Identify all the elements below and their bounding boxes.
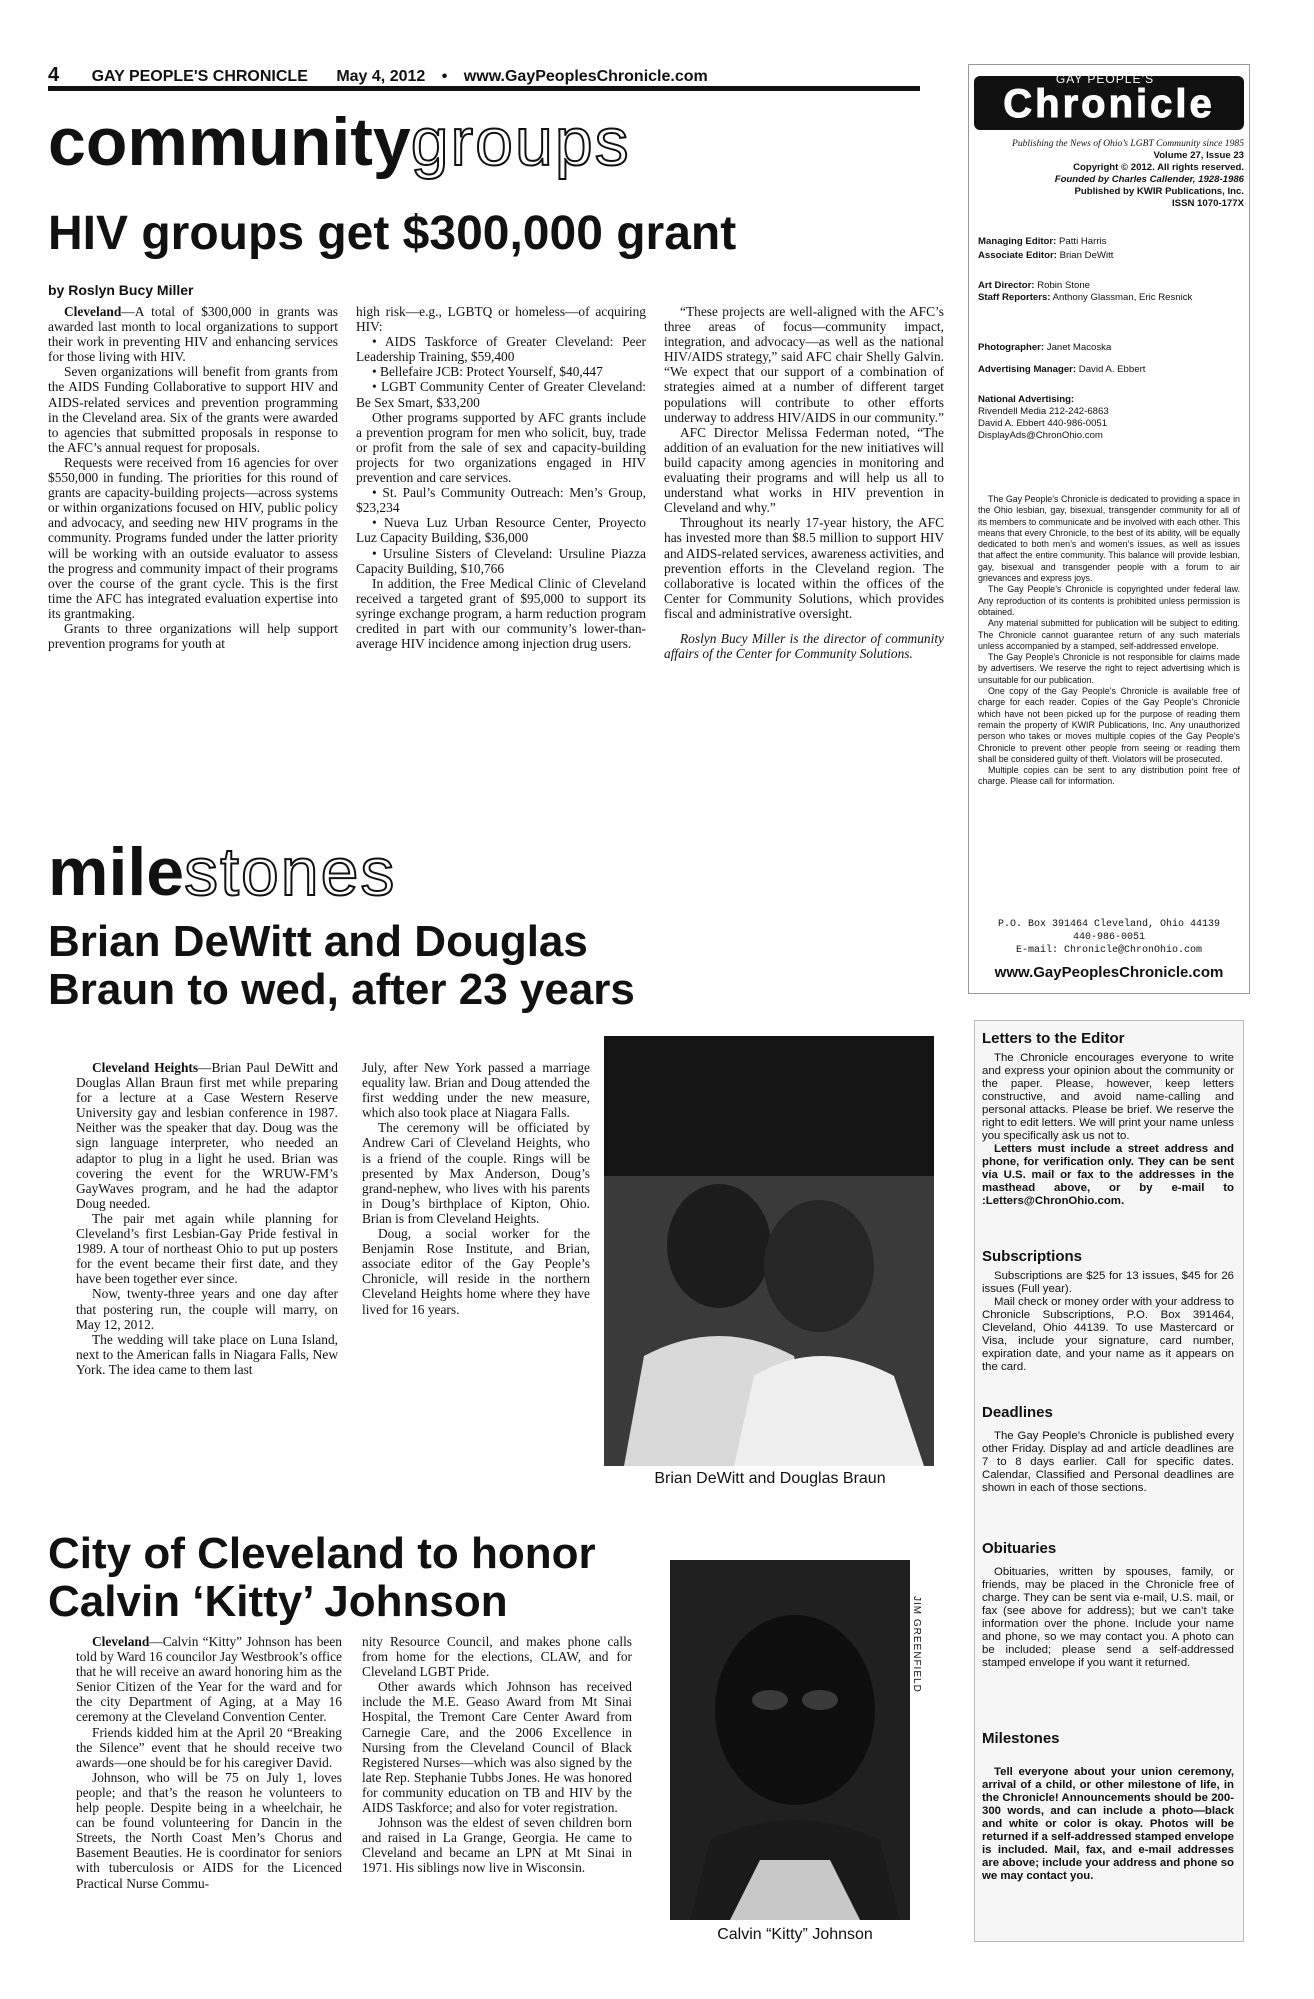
grant-item: • LGBT Community Center of Greater Cleveland: Be Sex Smart, $33,200	[356, 379, 646, 410]
paragraph: —A total of $300,000 in grants was awarded last month to local organizations to support their work in preventing HIV and enhancing services for those living with HIV.	[48, 304, 338, 365]
paragraph: Throughout its nearly 17-year history, the AFC has invested more than $8.5 million to support HIV and AIDS-related services, awareness activities, and prevention efforts in the Cleveland region. The collaborative is located within the offices of the Center for Community Solutions, which provides fiscal and administrative oversight.	[664, 515, 944, 621]
phone-number: 440-986-0051	[1072, 932, 1145, 943]
postal-address: P.O. Box 391464 Cleveland, Ohio 44139	[997, 919, 1221, 930]
dateline: Cleveland	[92, 1634, 150, 1649]
milestones-info-title: Milestones	[982, 1730, 1060, 1747]
masthead-policy	[978, 494, 1240, 788]
section-title-bold: community	[48, 104, 411, 180]
info-paragraph: Tell everyone about your union ceremony, arrival of a child, or other milestone of life, in the Chronicle! Announcements should be 200-300 words, and can include a photo—black and white or color is okay. Photos will be returned if a self-addressed stamped envelope is included. Mail, fax, and e-mail addresses are above; include your address and phone so we may contact you.	[982, 1766, 1234, 1882]
national-ads-line: David A. Ebbert 440-986-0051	[978, 418, 1108, 429]
page-folio	[48, 64, 908, 86]
staff-role: Staff Reporters:	[978, 292, 1051, 303]
info-paragraph: Obituaries, written by spouses, family, or friends, may be placed in the Chronicle free of charge. They can be sent via e-mail, U.S. mail, or fax (see above for address); but we can’t take information over the phone. Include your name and phone, so we may contact you. A photo can be included; please send a self-addressed stamped envelope if you want it returned.	[982, 1566, 1234, 1669]
paragraph: high risk—e.g., LGBTQ or homeless—of acquiring HIV:	[356, 304, 646, 335]
policy-paragraph: Multiple copies can be sent to any distribution point free of charge. Please call for information.	[978, 765, 1240, 787]
staff-role: Managing Editor:	[978, 236, 1057, 247]
paragraph: Seven organizations will benefit from grants from the AIDS Funding Collaborative to support HIV and AIDS-related services and prevention programming in the Cleveland area. Six of the grants were awarded to agencies that submitted proposals in response to the AFC’s annual request for proposals.	[48, 364, 338, 455]
section-title-community-groups	[48, 104, 631, 180]
policy-paragraph: The Gay People’s Chronicle is not responsible for claims made by advertisers. We reserve the right to reject advertising which is unsuitable for our publication.	[978, 652, 1240, 685]
grant-item: • Ursuline Sisters of Cleveland: Ursuline Piazza Capacity Building, $10,766	[356, 545, 646, 576]
paragraph: Grants to three organizations will help support prevention programs for youth at	[48, 620, 338, 652]
headline-calvin: City of Cleveland to honor Calvin ‘Kitty’ Johnson	[48, 1529, 596, 1626]
policy-paragraph: The Gay People’s Chronicle is dedicated to providing a space in the Ohio lesbian, gay, bisexual, transgender community for all of its members to communicate and be involved with each other. This means that every Chronicle, to the best of its ability, will be equally dedicated to both men’s and women’s issues, as well as issues that affect the entire community. This balance will provide lesbian, gay, bisexual and transgender people with a forum to air grievances and express joys.	[978, 494, 1240, 584]
paragraph: Now, twenty-three years and one day after that postering run, the couple will marry, on May 12, 2012.	[76, 1286, 338, 1332]
staff-name: Anthony Glassman, Eric Resnick	[1052, 292, 1193, 303]
deadlines-text	[982, 1430, 1234, 1495]
staff-name: David A. Ebbert	[1078, 364, 1146, 375]
policy-paragraph: Any material submitted for publication will be subject to editing. The Chronicle cannot guarantee return of any such materials unless accompanied by a stamped, self-addressed envelope.	[978, 618, 1240, 651]
calvin-photo-caption: Calvin “Kitty” Johnson	[717, 1926, 873, 1943]
page-number: 4	[48, 64, 60, 86]
masthead-publication-info	[974, 138, 1244, 210]
website-url: www.GayPeoplesChronicle.com	[463, 68, 708, 85]
couple-photo	[604, 1036, 934, 1466]
paragraph: Friends kidded him at the April 20 “Breaking the Silence” event that he should receive two awards—one should be for his caregiver David.	[76, 1724, 342, 1770]
paragraph: Requests were received from 16 agencies for over $550,000 in funding. The priorities for this round of grants are capacity-building projects—across systems or within organizations focused on HIV, public policy and advocacy, and seeding new HIV programs in the community. Programs funded under the latter priority will be working with an outside evaluator to assess the progress and community impact of their programs over the course of the grant cycle. This is the first time the AFC has integrated evaluation expertise into its grantmaking.	[48, 454, 338, 621]
copyright: Copyright © 2012. All rights reserved.	[1073, 162, 1244, 173]
calvin-photo-image	[670, 1560, 910, 1920]
email-label: E-mail:	[1015, 945, 1058, 956]
calvin-column-2	[362, 1634, 632, 1934]
tagline: Publishing the News of Ohio’s LGBT Community since 1985	[1011, 138, 1244, 149]
national-ads-line: DisplayAds@ChronOhio.com	[978, 430, 1103, 441]
paragraph: Doug, a social worker for the Benjamin Rose Institute, and Brian, associate editor of the Gay People’s Chronicle, will reside in the northern Cleveland Heights home where they have lived for 16 years.	[362, 1226, 590, 1317]
national-ads-line: Rivendell Media 212-242-6863	[978, 406, 1109, 417]
staff-name: Patti Harris	[1059, 236, 1107, 247]
headline-wedding: Brian DeWitt and Douglas Braun to wed, after 23 years	[48, 917, 635, 1014]
grant-item: • AIDS Taskforce of Greater Cleveland: Peer Leadership Training, $59,400	[356, 334, 646, 365]
info-paragraph: The Gay People’s Chronicle is published every other Friday. Display ad and article deadlines are 7 to 8 days earlier. Call for specific dates. Calendar, Classified and Personal deadlines are shown in each of those sections.	[982, 1430, 1234, 1494]
founded: Founded by Charles Callender, 1928-1986	[1054, 174, 1244, 185]
couple-photo-caption: Brian DeWitt and Douglas Braun	[654, 1470, 886, 1487]
grant-item: • St. Paul’s Community Outreach: Men’s Group, $23,234	[356, 485, 646, 516]
email-address: Chronicle@ChronOhio.com	[1064, 945, 1203, 956]
issue-date: May 4, 2012	[336, 68, 426, 85]
staff-role: Advertising Manager:	[978, 364, 1077, 375]
grant-item: • Bellefaire JCB: Protect Yourself, $40,447	[372, 364, 603, 380]
wedding-column-2	[362, 1060, 590, 1420]
paragraph: The wedding will take place on Luna Island, next to the American falls in Niagara Falls, New York. The idea came to them last	[76, 1331, 338, 1377]
photo-credit: JIM GREENFIELD	[911, 1596, 922, 1693]
staff-list	[978, 236, 1240, 442]
deadlines-title: Deadlines	[982, 1404, 1053, 1421]
policy-paragraph: One copy of the Gay People’s Chronicle is available free of charge for each reader. Copies of the Gay People’s Chronicle which have not been picked up for the purpose of reading them remain the property of KWIR Publications, Inc. Any unauthorized person who takes or moves multiple copies of the Gay People’s Chronicle to prevent other people from seeing or reading them shall be considered guilty of theft. Violators will be prosecuted.	[978, 686, 1240, 764]
bullet-separator: •	[441, 68, 448, 85]
section-title-outline: stones	[184, 834, 397, 910]
paragraph: —Calvin “Kitty” Johnson has been told by Ward 16 councilor Jay Westbrook’s office that he will receive an award honoring him as the Senior Citizen of the Year for the ward and for the city Department of Aging, at a May 16 ceremony at the Cleveland Convention Center.	[76, 1634, 342, 1725]
paragraph: Johnson, who will be 75 on July 1, loves people; and that’s the reason he volunteers to help people. Despite being in a wheelchair, he can be found volunteering for Dancin in the Streets, the North Coast Men’s Chorus and Basement Beauties. He is coordinator for seniors with tuberculosis or AIDS for the Licenced Practical Nurse Commu-	[76, 1769, 342, 1891]
info-paragraph: Subscriptions are $25 for 13 issues, $45 for 26 issues (Full year).	[982, 1270, 1234, 1295]
info-paragraph: Letters must include a street address and phone, for verification only. They can be sent via U.S. mail or fax to the addresses in the masthead above, or by e-mail to :Letters@ChronOhio.com.	[982, 1143, 1234, 1207]
obituaries-text	[982, 1566, 1234, 1670]
staff-role: Photographer:	[978, 342, 1045, 353]
headline-hiv-grant: HIV groups get $300,000 grant	[48, 207, 737, 260]
paragraph: Other awards which Johnson has received include the M.E. Geaso Award from Mt Sinai Hospital, the Tremont Care Center Award from Carnegie Care, and the 2006 Excellence in Nursing from the Cleveland Council of Black Registered Nurses—which was also signed by the late Rep. Stephanie Tubbs Jones. He was honored for community education on TB and HIV by the AIDS Taskforce; and also for voter registration.	[362, 1679, 632, 1816]
paragraph: AFC Director Melissa Federman noted, “The addition of an evaluation for the new initiatives will build capacity among agencies in monitoring and evaluating their programs and will help us all to understand what works in HIV prevention in Cleveland and why.”	[664, 424, 944, 516]
subscriptions-title: Subscriptions	[982, 1248, 1083, 1265]
paragraph: The ceremony will be officiated by Andrew Cari of Cleveland Heights, who is a friend of the couple. Rings will be presented by Max Anderson, Doug’s grand-nephew, who lives with his parents in Doug’s birthplace of Kipton, Ohio. Brian is from Cleveland Heights.	[362, 1120, 590, 1226]
staff-name: Robin Stone	[1037, 280, 1090, 291]
subscriptions-text	[982, 1270, 1234, 1374]
grant-item: • Nueva Luz Urban Resource Center, Proyecto Luz Capacity Building, $36,000	[356, 515, 646, 546]
paragraph: Other programs supported by AFC grants include a prevention program for men who solicit, buy, trade or profit from the sale of sex and capacity-building projects for two organizations engaged in HIV prevention and care services.	[356, 409, 646, 486]
masthead-website: www.GayPeoplesChronicle.com	[994, 964, 1224, 981]
section-title-bold: mile	[48, 834, 185, 910]
calvin-column-1	[76, 1634, 342, 1934]
volume: Volume 27, Issue 23	[1153, 150, 1244, 161]
national-ads-label: National Advertising:	[978, 394, 1075, 405]
staff-name: Janet Macoska	[1046, 342, 1112, 353]
header-rule	[48, 86, 920, 91]
paragraph: July, after New York passed a marriage equality law. Brian and Doug attended the first wedding under the new measure, which also took place at Niagara Falls.	[362, 1060, 590, 1121]
paragraph: nity Resource Council, and makes phone calls from home for the elections, CLAW, and for Cleveland LGBT Pride.	[362, 1634, 632, 1680]
calvin-photo	[670, 1560, 910, 1920]
section-title-outline: groups	[410, 104, 631, 180]
article-column-2	[356, 304, 646, 824]
milestones-info-text	[982, 1766, 1234, 1883]
info-paragraph: The Chronicle encourages everyone to write and express your opinion about the community or the paper. Please, however, keep letters constructive, and avoid name-calling and personal attacks. Please be brief. We reserve the right to edit letters. We will print your name unless you specifically ask us not to.	[982, 1052, 1234, 1142]
staff-role: Art Director:	[978, 280, 1035, 291]
paragraph: Johnson was the eldest of seven children born and raised in La Grange, Georgia. He came to Cleveland and became an LPN at Mt Sinai in 1971. His siblings now live in Wisconsin.	[362, 1815, 632, 1876]
staff-role: Associate Editor:	[978, 250, 1057, 261]
obituaries-title: Obituaries	[982, 1540, 1057, 1557]
paragraph: In addition, the Free Medical Clinic of Cleveland received a targeted grant of $95,000 to support its syringe exchange program, a harm reduction program credited in part with our community’s lower-than-average HIV incidence among injection drug users.	[356, 575, 646, 652]
article-column-3	[664, 304, 944, 824]
paragraph: “These projects are well-aligned with the AFC’s three areas of focus—community impact, integration, and advocacy—as well as the national HIV/AIDS strategy,” said AFC chair Shelly Galvin. “We expect that our support of a combination of strategies aimed at a number of different target populations will contribute to other efforts underway to address HIV/AIDS in our community.”	[664, 304, 944, 425]
logo-small-text: GAY PEOPLE’S	[1055, 72, 1155, 86]
paragraph: —Brian Paul DeWitt and Douglas Allan Braun first met while preparing for a lecture at a Case Western Reserve University gay and lesbian conference in 1987. Neither was the speaker that day. Doug was the sign language interpreter, who needed an adaptor to plug in a light he used. Brian was covering the event for the WRUW-FM’s GayWaves program, and he had the adaptor Doug needed.	[76, 1060, 338, 1211]
section-title-milestones	[48, 834, 397, 910]
info-paragraph: Mail check or money order with your address to Chronicle Subscriptions, P.O. Box 391464, Cleveland, Ohio 44139. To use Mastercard or Visa, include your signature, card number, expiration date, and your name as it appears on the card.	[982, 1296, 1234, 1373]
publisher: Published by KWIR Publications, Inc.	[1074, 186, 1244, 197]
dateline: Cleveland Heights	[92, 1060, 199, 1075]
author-note: Roslyn Bucy Miller is the director of community affairs of the Center for Community Solutions.	[664, 630, 944, 662]
article-column-1	[48, 304, 338, 824]
staff-name: Brian DeWitt	[1059, 250, 1114, 261]
publication-name: GAY PEOPLE'S CHRONICLE	[91, 68, 308, 85]
letters-title: Letters to the Editor	[982, 1030, 1125, 1047]
policy-paragraph: The Gay People’s Chronicle is copyrighted under federal law. Any reproduction of its contents is prohibited unless permission is obtained.	[978, 584, 1240, 617]
byline: by Roslyn Bucy Miller	[48, 282, 194, 298]
dateline: Cleveland	[64, 304, 122, 319]
letters-text	[982, 1052, 1234, 1208]
wedding-column-1	[76, 1060, 338, 1420]
issn: ISSN 1070-177X	[1172, 198, 1244, 209]
couple-photo-image	[604, 1036, 934, 1466]
logo-big-text: Chronicle	[1003, 82, 1215, 126]
masthead-contact	[974, 918, 1244, 957]
paragraph: The pair met again while planning for Cleveland’s first Lesbian-Gay Pride festival in 1989. A tour of northeast Ohio to put up posters for the event became their first date, and they have been together ever since.	[76, 1210, 338, 1287]
